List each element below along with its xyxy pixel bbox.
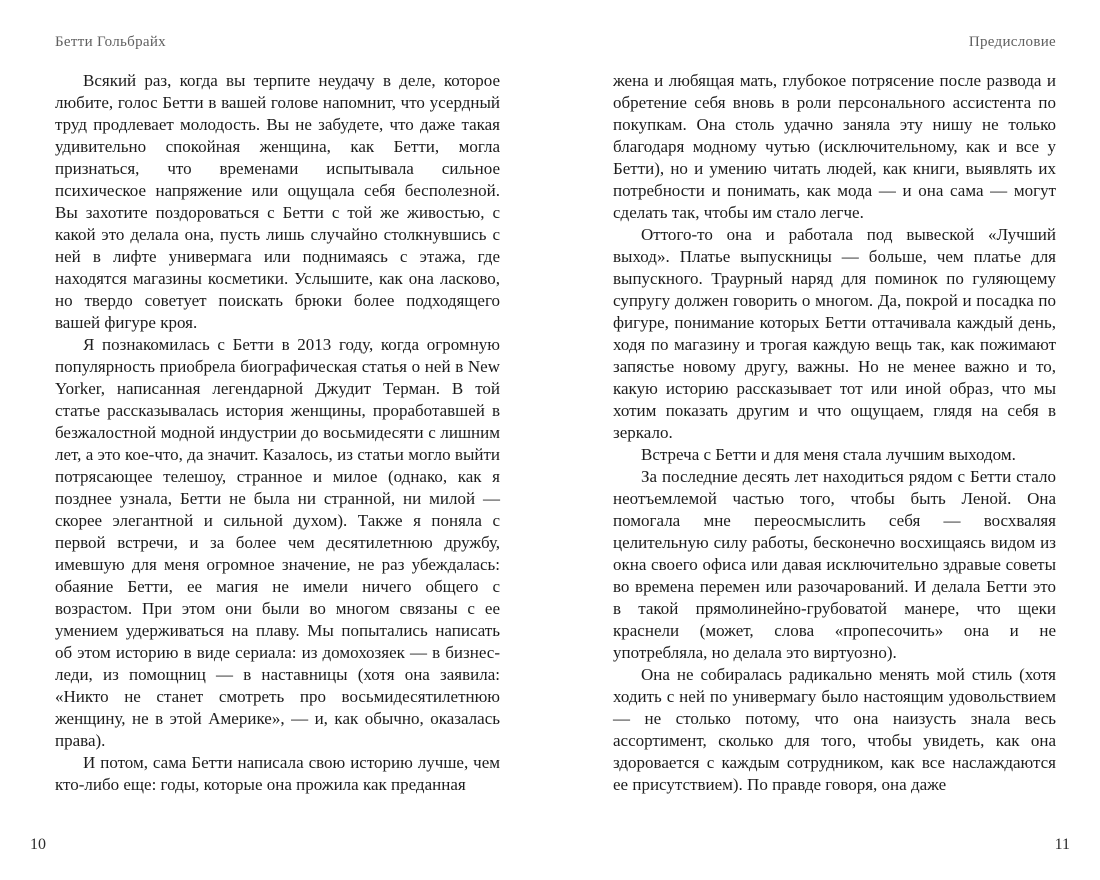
paragraph: Я познакомилась с Бетти в 2013 году, когда огромную популярность приобрела биографическая статья о ней в New Yorker, написанная легендарной Джудит Терман. В той статье рассказывалась история женщины, проработавшей в безжалостной модной индустрии до восьмидесяти с лишним лет, а это кое-что, да значит. Казалось, из статьи могло выйти потрясающее телешоу, странное и милое (однако, как я позднее узнала, Бетти не была ни странной, ни милой — скорее элегантной и сильной духом). Также я поняла с первой встречи, и за более чем десятилетнюю дружбу, имевшую для меня огромное значение, не раз убеждалась: обаяние Бетти, ее магия не имели ничего общего с возрастом. При этом они были во многом связаны с ее умением удерживаться на плаву. Мы попытались написать об этом историю в виде сериала: из домохозяек — в бизнес-леди, из помощниц — в наставницы (хотя она заявила: «Никто не станет смотреть про восьмидесятилетнюю женщину, не в этой Америке», — и, как обычно, оказалась права). bbox=[55, 335, 500, 750]
paragraph: Она не собиралась радикально менять мой стиль (хотя ходить с ней по универмагу было настоящим удовольствием — не столько потому, что она наизусть знала весь ассортимент, сколько для того, чтобы увидеть, как она здоровается с каждым сотрудником, как все наслаждаются ее присутствием). По правде говоря, она даже bbox=[613, 665, 1056, 794]
paragraph: Всякий раз, когда вы терпите неудачу в деле, которое любите, голос Бетти в вашей голове напомнит, что усердный труд продлевает молодость. Вы не забудете, что даже такая удивительно спокойная женщина, как Бетти, могла признаться, что временами испытывала сильное психическое напряжение или ощущала себя бесполезной. Вы захотите поздороваться с Бетти с той же живостью, с какой это делала она, пусть лишь случайно столкнувшись с ней в лифте универмага или поднимаясь с этажа, где находятся магазины косметики. Услышите, как она ласково, но твердо советует поискать брюки более подходящего вашей фигуре кроя. bbox=[55, 71, 500, 332]
page-number-right: 11 bbox=[1054, 836, 1070, 853]
paragraph: Встреча с Бетти и для меня стала лучшим выходом. bbox=[641, 445, 1016, 464]
page-left-text bbox=[55, 70, 500, 796]
running-head-chapter: Предисловие bbox=[968, 34, 1056, 50]
page-right-text bbox=[613, 70, 1056, 796]
paragraph: Оттого-то она и работала под вывеской «Лучший выход». Платье выпускницы — больше, чем платье для выпускного. Траурный наряд для поминок по гуляющему супругу должен говорить о многом. Да, покрой и посадка по фигуре, понимание которых Бетти оттачивала каждый день, ходя по магазину и трогая каждую вещь так, как пожимают запястье новому другу, важны. Но не менее важно и то, какую историю рассказывает тот или иной образ, что мы хотим показать другим и что ощущаем, глядя на себя в зеркало. bbox=[613, 225, 1056, 442]
page-right bbox=[550, 0, 1100, 880]
running-head-author: Бетти Гольбрайх bbox=[55, 34, 166, 50]
page-number-left: 10 bbox=[30, 836, 46, 853]
paragraph: И потом, сама Бетти написала свою историю лучше, чем кто-либо еще: годы, которые она прожила как преданная bbox=[55, 753, 500, 794]
paragraph-continuation: жена и любящая мать, глубокое потрясение после развода и обретение себя вновь в роли персонального ассистента по покупкам. Она столь удачно заняла эту нишу не только благодаря модному чутью (исключительному, как и все у Бетти), но и умению читать людей, как книги, выявлять их потребности и понимать, как мода — и она сама — могут сделать так, чтобы им стало легче. bbox=[613, 71, 1056, 222]
paragraph: За последние десять лет находиться рядом с Бетти стало неотъемлемой частью того, чтобы быть Леной. Она помогала мне переосмыслить себя — восхваляя целительную силу работы, бесконечно восхищаясь видом из окна своего офиса или давая исключительно здравые советы во времена перемен или разочарований. И делала Бетти это в такой прямолинейно-грубоватой манере, что щеки краснели (может, слова «пропесочить» она и не употребляла, но делала это виртуозно). bbox=[613, 467, 1056, 662]
